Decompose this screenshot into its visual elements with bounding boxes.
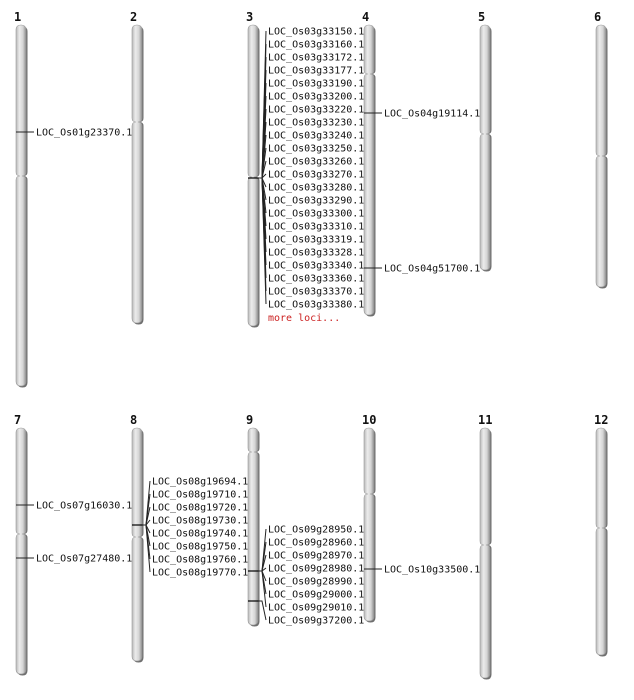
chromosome-label: 11 [478,413,493,427]
locus-label[interactable]: LOC_Os03g33370.1 [268,286,365,298]
locus-label[interactable]: LOC_Os03g33200.1 [268,91,365,103]
chromosome-12 [594,413,608,657]
chromosome-label: 4 [362,10,370,24]
chromosome-5 [478,10,492,272]
chromosome-1 [14,10,132,388]
locus-label[interactable]: LOC_Os08g19720.1 [152,502,249,514]
chromosome-body [132,428,142,661]
locus-label[interactable]: LOC_Os08g19730.1 [152,515,249,527]
chromosome-label: 10 [362,413,377,427]
locus-label[interactable]: LOC_Os03g33177.1 [268,65,365,77]
chromosome-label: 2 [130,10,138,24]
locus-label[interactable]: LOC_Os08g19740.1 [152,528,249,540]
locus-label[interactable]: LOC_Os03g33220.1 [268,104,365,116]
locus-label[interactable]: LOC_Os09g28960.1 [268,537,365,549]
chromosome-body [132,25,142,323]
chromosome-label: 9 [246,413,254,427]
locus-label[interactable]: LOC_Os03g33360.1 [268,273,365,285]
chromosome-body [16,428,26,674]
chromosome-label: 1 [14,10,22,24]
chromosome-2 [130,10,144,325]
chromosome-label: 12 [594,413,609,427]
locus-label[interactable]: LOC_Os09g29000.1 [268,589,365,601]
chromosome-body [596,25,606,287]
locus-label[interactable]: LOC_Os08g19750.1 [152,541,249,553]
locus-label[interactable]: LOC_Os03g33328.1 [268,247,365,259]
chromosome-8 [130,413,248,663]
chromosome-label: 8 [130,413,138,427]
locus-label[interactable]: LOC_Os03g33270.1 [268,169,365,181]
locus-label[interactable]: LOC_Os03g33300.1 [268,208,365,220]
locus-label[interactable]: LOC_Os07g16030.1 [36,500,133,512]
locus-label[interactable]: LOC_Os03g33340.1 [268,260,365,272]
locus-label[interactable]: LOC_Os07g27480.1 [36,553,133,565]
locus-label[interactable]: LOC_Os03g33290.1 [268,195,365,207]
chromosome-label: 6 [594,10,602,24]
locus-label[interactable]: LOC_Os03g33260.1 [268,156,365,168]
chromosome-body [480,25,490,270]
locus-label[interactable]: LOC_Os09g28990.1 [268,576,365,588]
locus-label[interactable]: LOC_Os03g33280.1 [268,182,365,194]
more-loci-link[interactable]: more loci... [268,313,341,324]
locus-label[interactable]: LOC_Os03g33150.1 [268,26,365,38]
locus-label[interactable]: LOC_Os08g19760.1 [152,554,249,566]
chromosome-body [16,25,26,386]
locus-label[interactable]: LOC_Os09g37200.1 [268,615,365,627]
locus-label[interactable]: LOC_Os03g33230.1 [268,117,365,129]
locus-label[interactable]: LOC_Os10g33500.1 [384,564,481,576]
chromosome-body [364,428,374,621]
chromosome-label: 5 [478,10,486,24]
chromosome-3 [246,10,364,328]
locus-label[interactable]: LOC_Os08g19770.1 [152,567,249,579]
locus-label[interactable]: LOC_Os09g28970.1 [268,550,365,562]
locus-label[interactable]: LOC_Os03g33310.1 [268,221,365,233]
chromosome-label: 3 [246,10,254,24]
locus-label[interactable]: LOC_Os03g33319.1 [268,234,365,246]
locus-label[interactable]: LOC_Os04g51700.1 [384,263,481,275]
locus-label[interactable]: LOC_Os03g33160.1 [268,39,365,51]
chromosome-4 [362,10,480,317]
locus-label[interactable]: LOC_Os03g33380.1 [268,299,365,311]
chromosome-10 [362,413,480,623]
chromosome-label: 7 [14,413,22,427]
chromosome-body [248,25,258,326]
chromosome-7 [14,413,132,676]
locus-label[interactable]: LOC_Os09g29010.1 [268,602,365,614]
chromosome-9 [246,413,364,627]
chromosome-body [364,25,374,315]
locus-label[interactable]: LOC_Os08g19710.1 [152,489,249,501]
locus-label[interactable]: LOC_Os03g33190.1 [268,78,365,90]
locus-label[interactable]: LOC_Os09g28980.1 [268,563,365,575]
chromosome-body [248,428,258,625]
locus-label[interactable]: LOC_Os08g19694.1 [152,476,249,488]
locus-label[interactable]: LOC_Os03g33250.1 [268,143,365,155]
locus-label[interactable]: LOC_Os09g28950.1 [268,524,365,536]
chromosome-body [480,428,490,678]
chromosome-6 [594,10,608,289]
locus-label[interactable]: LOC_Os01g23370.1 [36,127,133,139]
locus-label[interactable]: LOC_Os03g33172.1 [268,52,365,64]
chromosome-body [596,428,606,655]
locus-label[interactable]: LOC_Os03g33240.1 [268,130,365,142]
locus-label[interactable]: LOC_Os04g19114.1 [384,108,481,120]
chromosome-11 [478,413,492,680]
